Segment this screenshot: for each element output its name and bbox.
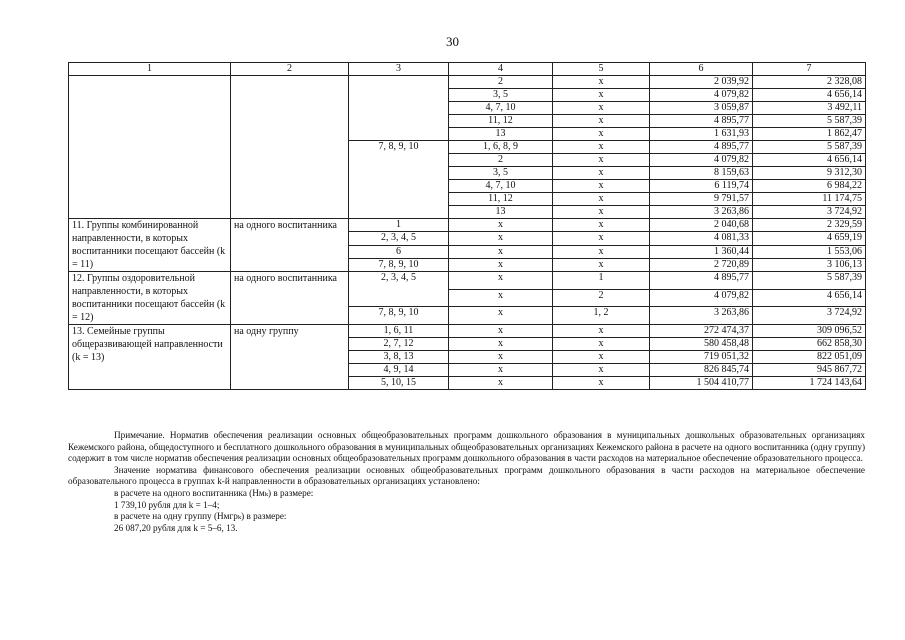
table-row [69, 219, 866, 232]
table-cell: x [553, 219, 650, 232]
table-cell: x [553, 325, 650, 338]
table-cell: 3 492,11 [753, 102, 866, 115]
table-cell: 13. Семейные группы общеразвивающей направленности (k = 13) [69, 325, 231, 390]
table-cell: 3, 8, 13 [349, 351, 449, 364]
table-cell [349, 76, 449, 141]
table-cell: 2, 3, 4, 5 [349, 272, 449, 307]
table-cell: x [553, 232, 650, 245]
table-cell: 6 984,22 [753, 180, 866, 193]
table-cell: 4 656,14 [753, 154, 866, 167]
page-number: 30 [446, 34, 459, 49]
table-cell: 4 079,82 [650, 154, 753, 167]
table-cell: x [449, 245, 553, 258]
table-cell: x [449, 351, 553, 364]
table-cell: на одного воспитанника [231, 219, 349, 272]
table-cell: 2, 3, 4, 5 [349, 232, 449, 245]
table-cell: x [449, 232, 553, 245]
table-cell: 7, 8, 9, 10 [349, 307, 449, 325]
table-cell: 2 040,68 [650, 219, 753, 232]
table-cell: x [553, 338, 650, 351]
table-cell [231, 76, 349, 219]
table-cell: x [553, 351, 650, 364]
table-cell: 1, 6, 8, 9 [449, 141, 553, 154]
table-cell: 7, 8, 9, 10 [349, 258, 449, 271]
table-cell: 5 587,39 [753, 272, 866, 290]
table-cell: x [449, 364, 553, 377]
table-cell: 3 724,92 [753, 206, 866, 219]
table-cell: x [553, 364, 650, 377]
table-cell: x [449, 289, 553, 307]
table-cell: x [553, 193, 650, 206]
note-block [68, 430, 865, 534]
table-cell: 6 [349, 245, 449, 258]
table-cell: x [553, 167, 650, 180]
table-cell: 9 312,30 [753, 167, 866, 180]
table-cell: 4 081,33 [650, 232, 753, 245]
table-cell: 6 119,74 [650, 180, 753, 193]
table-cell: 2 039,92 [650, 76, 753, 89]
table-cell: 1, 6, 11 [349, 325, 449, 338]
table-cell: 5, 10, 15 [349, 377, 449, 390]
table-cell: 2 [449, 154, 553, 167]
table-cell: x [449, 338, 553, 351]
table-cell: 4, 7, 10 [449, 102, 553, 115]
table-cell: 11 174,75 [753, 193, 866, 206]
header-cell: 6 [650, 63, 753, 76]
table-cell: 1 631,93 [650, 128, 753, 141]
table-cell: x [553, 206, 650, 219]
table-cell: 3, 5 [449, 167, 553, 180]
table-cell: 580 458,48 [650, 338, 753, 351]
table-cell: 4 659,19 [753, 232, 866, 245]
note-line: в расчете на одного воспитанника (Нмₖ) в размере: [114, 487, 314, 498]
table-cell: x [553, 89, 650, 102]
table-cell: 11, 12 [449, 115, 553, 128]
table-cell: 4 079,82 [650, 89, 753, 102]
table-cell: 3 106,13 [753, 258, 866, 271]
table-cell: x [449, 325, 553, 338]
table-cell: 1 [349, 219, 449, 232]
table-cell: 4 895,77 [650, 141, 753, 154]
table-cell: x [553, 141, 650, 154]
table-cell: x [553, 115, 650, 128]
table-row [69, 76, 866, 89]
table-cell: 662 858,30 [753, 338, 866, 351]
table-cell: 4, 7, 10 [449, 180, 553, 193]
table-cell: 3, 5 [449, 89, 553, 102]
table-cell: x [553, 102, 650, 115]
table-cell: 8 159,63 [650, 167, 753, 180]
table-cell: x [449, 377, 553, 390]
table-cell: 11. Группы комбинированной направленности, в которых воспитанники посещают бассейн (k = 11) [69, 219, 231, 272]
table-row [69, 272, 866, 290]
table-cell: x [553, 245, 650, 258]
table-cell: 13 [449, 206, 553, 219]
table-cell: x [449, 219, 553, 232]
table-cell: 3 263,86 [650, 206, 753, 219]
table-cell: 1 862,47 [753, 128, 866, 141]
table-cell: 2 720,89 [650, 258, 753, 271]
table-cell: 5 587,39 [753, 115, 866, 128]
header-cell: 4 [449, 63, 553, 76]
table-cell: 2 [553, 289, 650, 307]
table-cell: 272 474,37 [650, 325, 753, 338]
header-cell: 2 [231, 63, 349, 76]
table-cell: 1 360,44 [650, 245, 753, 258]
table-cell: 12. Группы оздоровительной направленности, в которых воспитанники посещают бассейн (k = 12) [69, 272, 231, 325]
table-cell: 2 328,08 [753, 76, 866, 89]
table-cell: 4 656,14 [753, 289, 866, 307]
table-cell: 1 [553, 272, 650, 290]
table-cell: на одну группу [231, 325, 349, 390]
note-paragraph: Примечание. Норматив обеспечения реализации основных общеобразовательных программ дошкольного образования в муниципальных дошкольных образовательных организациях Кежемского района, общедоступного и бесплатного дошкольного образования в муниципальных общеобразовательных организациях Кежемского района в расчете на одного воспитанника (одну группу) содержит в том числе норматив обеспечения реализации основных общеобразовательных программ дошкольного образования в части расходов на материальное обеспечение образовательного процесса. [68, 430, 865, 464]
table-cell: x [449, 307, 553, 325]
table-cell: 3 059,87 [650, 102, 753, 115]
table-cell: 4, 9, 14 [349, 364, 449, 377]
table-cell: 5 587,39 [753, 141, 866, 154]
table-cell: x [553, 377, 650, 390]
table-cell: 4 079,82 [650, 289, 753, 307]
header-cell: 7 [753, 63, 866, 76]
table-cell: 309 096,52 [753, 325, 866, 338]
table-cell: x [553, 154, 650, 167]
table-cell: 826 845,74 [650, 364, 753, 377]
note-line: в расчете на одну группу (Нмгрₖ) в размере: [114, 511, 287, 522]
header-cell: 1 [69, 63, 231, 76]
table-cell: 4 656,14 [753, 89, 866, 102]
table-cell: x [553, 180, 650, 193]
header-row [69, 63, 866, 76]
table-row [69, 325, 866, 338]
note-line: 26 087,20 рубля для k = 5–6, 13. [114, 522, 238, 533]
table-cell: 4 895,77 [650, 115, 753, 128]
table-cell: 3 263,86 [650, 307, 753, 325]
table-cell: 1, 2 [553, 307, 650, 325]
table-cell: 822 051,09 [753, 351, 866, 364]
table-cell: 7, 8, 9, 10 [349, 141, 449, 219]
table-cell: 13 [449, 128, 553, 141]
table-cell: x [553, 128, 650, 141]
table-cell: 2 [449, 76, 553, 89]
table-cell: x [553, 258, 650, 271]
header-cell: 3 [349, 63, 449, 76]
table-cell: 945 867,72 [753, 364, 866, 377]
table-cell: на одного воспитанника [231, 272, 349, 325]
table-cell: 3 724,92 [753, 307, 866, 325]
note-line: 1 739,10 рубля для k = 1–4; [114, 499, 220, 510]
table-cell: x [449, 272, 553, 290]
table-cell: 1 724 143,64 [753, 377, 866, 390]
table-cell: 719 051,32 [650, 351, 753, 364]
table-cell: 11, 12 [449, 193, 553, 206]
table-cell: 2, 7, 12 [349, 338, 449, 351]
table-cell: 4 895,77 [650, 272, 753, 290]
table-cell: 2 329,59 [753, 219, 866, 232]
table-cell: 1 553,06 [753, 245, 866, 258]
table-cell: 9 791,57 [650, 193, 753, 206]
header-cell: 5 [553, 63, 650, 76]
normative-table [68, 62, 866, 390]
note-paragraph: Значение норматива финансового обеспечения реализации основных общеобразовательных программ дошкольного образования в части расходов на материальное обеспечение образовательного процесса в группах k-й направленности в образовательных организациях установлено: [68, 464, 865, 487]
table-cell: x [553, 76, 650, 89]
table-cell: x [449, 258, 553, 271]
table-cell [69, 76, 231, 219]
table-cell: 1 504 410,77 [650, 377, 753, 390]
